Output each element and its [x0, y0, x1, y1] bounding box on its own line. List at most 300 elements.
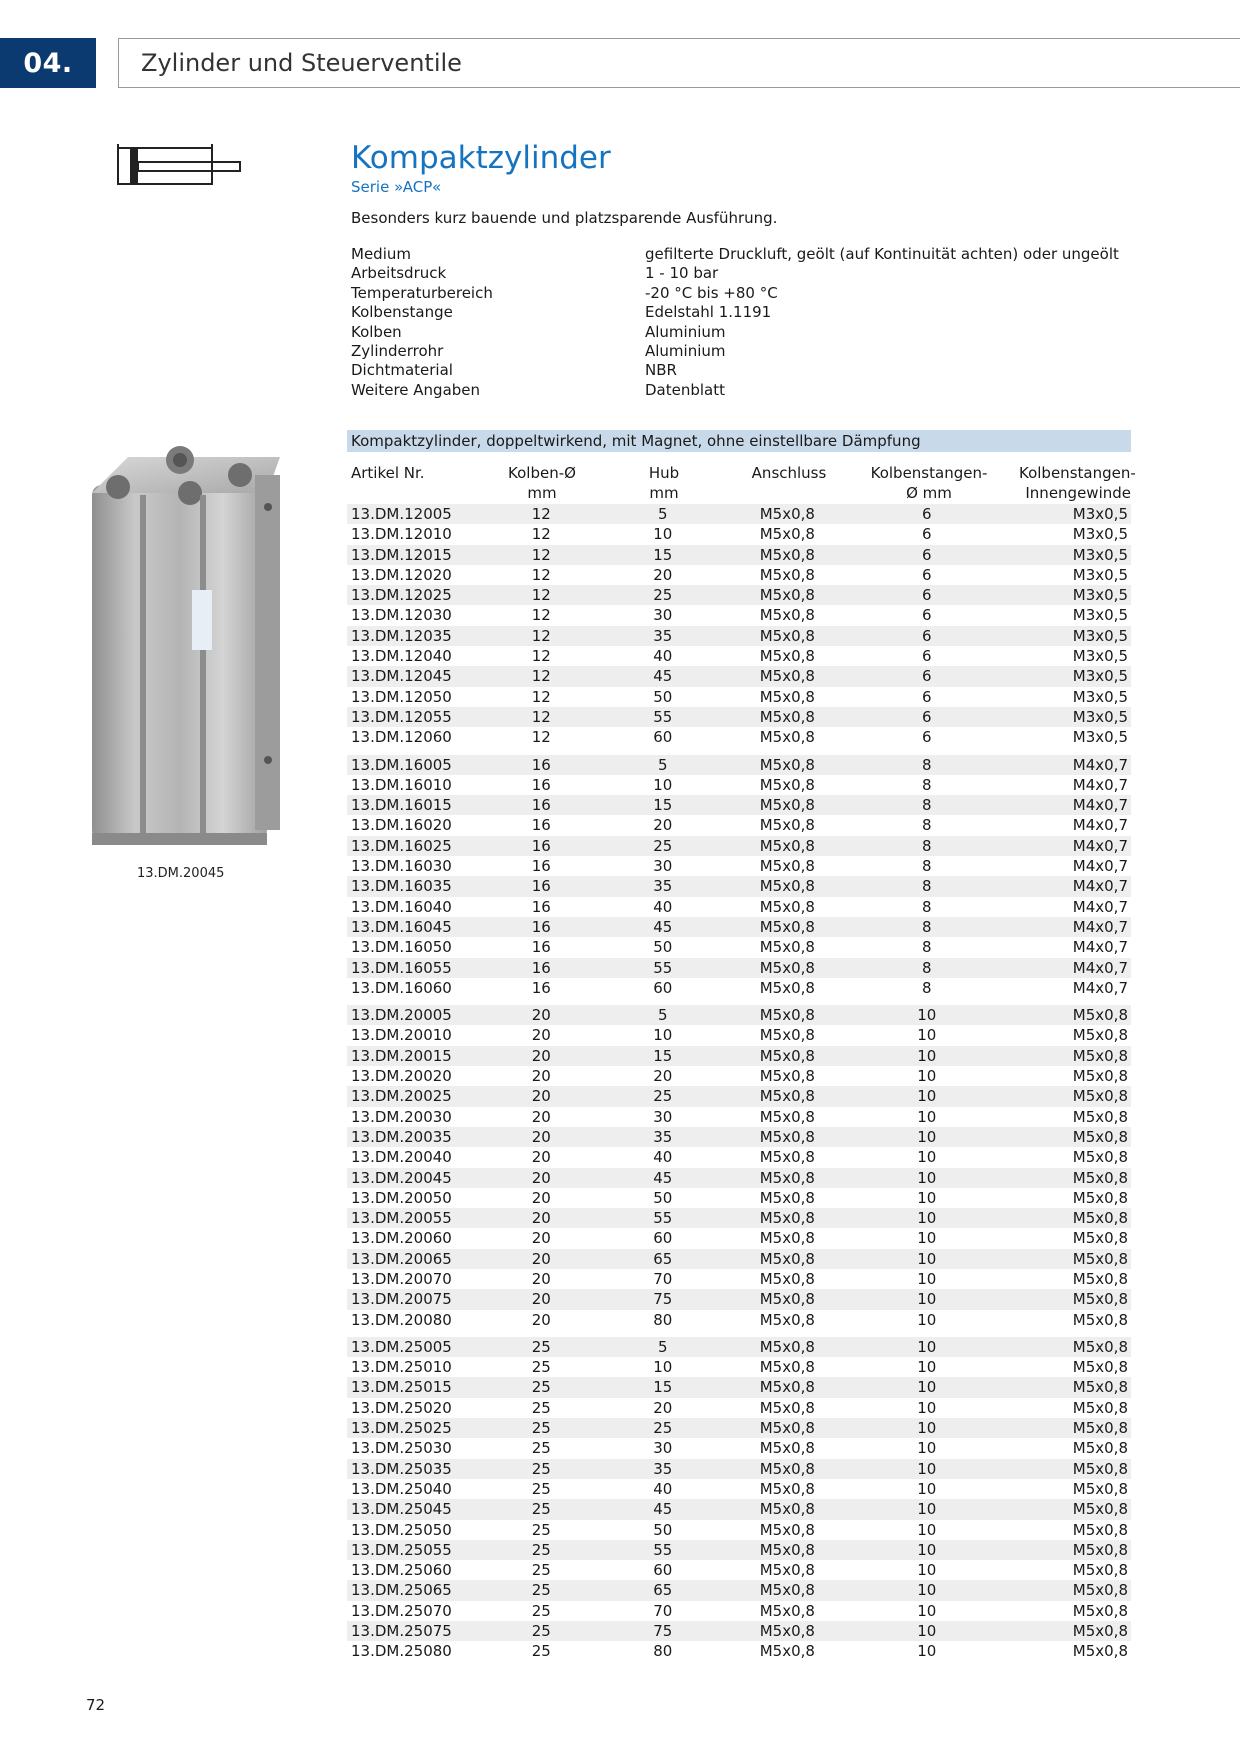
- cell-innengewinde: M5x0,8: [1072, 1249, 1128, 1268]
- cell-anschluss: M5x0,8: [759, 1310, 815, 1329]
- cell-artikel: 13.DM.25030: [351, 1439, 452, 1458]
- table-row: [347, 1418, 1131, 1438]
- spec-list: [351, 245, 1141, 400]
- table-row: [347, 897, 1131, 917]
- cell-hub: 15: [653, 545, 673, 564]
- cell-artikel: 13.DM.20050: [351, 1188, 452, 1207]
- cell-kolbenstange: 8: [922, 917, 932, 936]
- cell-artikel: 13.DM.25050: [351, 1520, 452, 1539]
- cell-kolben: 25: [531, 1601, 551, 1620]
- cell-anschluss: M5x0,8: [759, 1581, 815, 1600]
- cell-innengewinde: M4x0,7: [1072, 897, 1128, 916]
- header-innengewinde-unit: Innengewinde: [1025, 484, 1131, 502]
- cell-anschluss: M5x0,8: [759, 1622, 815, 1641]
- chapter-title: Zylinder und Steuerventile: [118, 38, 1240, 88]
- compact-cylinder-photo: [80, 445, 285, 855]
- cell-hub: 5: [658, 1006, 668, 1025]
- cell-hub: 10: [653, 1358, 673, 1377]
- table-row: [347, 958, 1131, 978]
- cell-anschluss: M5x0,8: [759, 1046, 815, 1065]
- header-kolbenstange-unit: Ø mm: [906, 484, 952, 502]
- cell-kolben: 16: [531, 958, 551, 977]
- cell-innengewinde: M5x0,8: [1072, 1290, 1128, 1309]
- cell-kolben: 20: [531, 1249, 551, 1268]
- table-row: [347, 856, 1131, 876]
- cell-anschluss: M5x0,8: [759, 1358, 815, 1377]
- cell-hub: 20: [653, 1398, 673, 1417]
- cell-innengewinde: M3x0,5: [1072, 667, 1128, 686]
- cell-artikel: 13.DM.12045: [351, 667, 452, 686]
- cell-artikel: 13.DM.16045: [351, 917, 452, 936]
- cell-anschluss: M5x0,8: [759, 1419, 815, 1438]
- cell-anschluss: M5x0,8: [759, 1127, 815, 1146]
- cell-artikel: 13.DM.12010: [351, 525, 452, 544]
- table-row: [347, 1269, 1131, 1289]
- cell-innengewinde: M5x0,8: [1072, 1006, 1128, 1025]
- cell-artikel: 13.DM.20065: [351, 1249, 452, 1268]
- cell-hub: 25: [653, 586, 673, 605]
- cell-kolbenstange: 10: [917, 1479, 937, 1498]
- table-row: [347, 1249, 1131, 1269]
- cell-kolben: 20: [531, 1046, 551, 1065]
- product-series: Serie »ACP«: [351, 178, 442, 196]
- header-artikel-unit: [351, 483, 495, 503]
- table-row: [347, 1168, 1131, 1188]
- table-row: [347, 755, 1131, 775]
- cell-artikel: 13.DM.20030: [351, 1107, 452, 1126]
- cell-kolbenstange: 10: [917, 1107, 937, 1126]
- cell-hub: 5: [658, 755, 668, 774]
- cell-innengewinde: M5x0,8: [1072, 1500, 1128, 1519]
- cell-kolbenstange: 8: [922, 796, 932, 815]
- table-row: [347, 504, 1131, 524]
- cell-artikel: 13.DM.20015: [351, 1046, 452, 1065]
- cell-hub: 35: [653, 626, 673, 645]
- cell-anschluss: M5x0,8: [759, 1337, 815, 1356]
- cell-hub: 70: [653, 1601, 673, 1620]
- cell-artikel: 13.DM.25010: [351, 1358, 452, 1377]
- table-row: [347, 1188, 1131, 1208]
- cell-artikel: 13.DM.16060: [351, 978, 452, 997]
- cell-kolben: 25: [531, 1337, 551, 1356]
- cell-kolbenstange: 6: [922, 626, 932, 645]
- cell-artikel: 13.DM.20080: [351, 1310, 452, 1329]
- cell-anschluss: M5x0,8: [759, 1500, 815, 1519]
- cell-kolbenstange: 10: [917, 1046, 937, 1065]
- header-kolben: Kolben-Ø: [508, 464, 576, 482]
- cell-hub: 30: [653, 1107, 673, 1126]
- cell-hub: 60: [653, 978, 673, 997]
- cell-hub: 55: [653, 958, 673, 977]
- table-row: [347, 775, 1131, 795]
- table-row: [347, 1438, 1131, 1458]
- cell-hub: 35: [653, 1127, 673, 1146]
- cell-kolben: 20: [531, 1127, 551, 1146]
- cell-kolben: 20: [531, 1026, 551, 1045]
- cell-kolben: 16: [531, 816, 551, 835]
- table-row: [347, 1540, 1131, 1560]
- cell-innengewinde: M4x0,7: [1072, 836, 1128, 855]
- cell-kolbenstange: 10: [917, 1337, 937, 1356]
- cell-kolbenstange: 10: [917, 1540, 937, 1559]
- cell-kolbenstange: 10: [917, 1601, 937, 1620]
- cell-kolbenstange: 10: [917, 1067, 937, 1086]
- table-row: [347, 795, 1131, 815]
- table-row: [347, 524, 1131, 544]
- cell-artikel: 13.DM.16010: [351, 775, 452, 794]
- cell-kolbenstange: 10: [917, 1358, 937, 1377]
- cell-artikel: 13.DM.12055: [351, 707, 452, 726]
- cell-kolbenstange: 10: [917, 1229, 937, 1248]
- cell-hub: 55: [653, 1540, 673, 1559]
- cell-artikel: 13.DM.25015: [351, 1378, 452, 1397]
- cell-innengewinde: M5x0,8: [1072, 1046, 1128, 1065]
- cell-artikel: 13.DM.25020: [351, 1398, 452, 1417]
- table-row: [347, 687, 1131, 707]
- cell-anschluss: M5x0,8: [759, 1249, 815, 1268]
- cell-anschluss: M5x0,8: [759, 1107, 815, 1126]
- cell-innengewinde: M5x0,8: [1072, 1439, 1128, 1458]
- table-row: [347, 707, 1131, 727]
- cell-innengewinde: M5x0,8: [1072, 1561, 1128, 1580]
- cell-innengewinde: M5x0,8: [1072, 1398, 1128, 1417]
- cell-innengewinde: M5x0,8: [1072, 1581, 1128, 1600]
- cell-anschluss: M5x0,8: [759, 1378, 815, 1397]
- cell-anschluss: M5x0,8: [759, 1209, 815, 1228]
- cell-kolben: 25: [531, 1419, 551, 1438]
- cell-hub: 45: [653, 667, 673, 686]
- cell-innengewinde: M3x0,5: [1072, 687, 1128, 706]
- cell-kolben: 20: [531, 1229, 551, 1248]
- cell-kolbenstange: 10: [917, 1622, 937, 1641]
- cell-kolbenstange: 10: [917, 1561, 937, 1580]
- cell-innengewinde: M5x0,8: [1072, 1148, 1128, 1167]
- cell-innengewinde: M5x0,8: [1072, 1127, 1128, 1146]
- cell-kolben: 12: [531, 728, 551, 747]
- table-row: [347, 1377, 1131, 1397]
- cell-kolbenstange: 6: [922, 606, 932, 625]
- cell-artikel: 13.DM.25080: [351, 1642, 452, 1661]
- cell-kolbenstange: 10: [917, 1026, 937, 1045]
- spec-row: Kolbenstange Edelstahl 1.1191: [351, 303, 772, 322]
- cell-kolben: 25: [531, 1398, 551, 1417]
- cell-innengewinde: M3x0,5: [1072, 505, 1128, 523]
- cell-anschluss: M5x0,8: [759, 545, 815, 564]
- cell-anschluss: M5x0,8: [759, 958, 815, 977]
- cell-kolbenstange: 6: [922, 667, 932, 686]
- cell-kolbenstange: 8: [922, 755, 932, 774]
- cell-kolbenstange: 8: [922, 836, 932, 855]
- table-row: [347, 1459, 1131, 1479]
- cell-artikel: 13.DM.25035: [351, 1459, 452, 1478]
- cell-kolben: 20: [531, 1107, 551, 1126]
- table-header-row: [351, 463, 1136, 483]
- cell-kolbenstange: 10: [917, 1148, 937, 1167]
- cell-innengewinde: M5x0,8: [1072, 1209, 1128, 1228]
- cell-innengewinde: M5x0,8: [1072, 1601, 1128, 1620]
- cell-innengewinde: M4x0,7: [1072, 796, 1128, 815]
- cell-innengewinde: M5x0,8: [1072, 1310, 1128, 1329]
- table-row: [347, 1337, 1131, 1357]
- cell-anschluss: M5x0,8: [759, 1561, 815, 1580]
- cell-kolben: 16: [531, 857, 551, 876]
- cell-anschluss: M5x0,8: [759, 525, 815, 544]
- cell-kolbenstange: 8: [922, 877, 932, 896]
- cell-hub: 60: [653, 1561, 673, 1580]
- cell-hub: 20: [653, 565, 673, 584]
- table-row: [347, 666, 1131, 686]
- header-artikel: Artikel Nr.: [351, 464, 425, 482]
- cell-hub: 15: [653, 796, 673, 815]
- cell-artikel: 13.DM.16050: [351, 938, 452, 957]
- cell-artikel: 13.DM.25055: [351, 1540, 452, 1559]
- cell-hub: 20: [653, 816, 673, 835]
- cell-hub: 10: [653, 525, 673, 544]
- cell-kolbenstange: 10: [917, 1398, 937, 1417]
- cell-kolben: 16: [531, 796, 551, 815]
- cell-kolbenstange: 6: [922, 647, 932, 666]
- cell-kolben: 20: [531, 1209, 551, 1228]
- cell-innengewinde: M5x0,8: [1072, 1026, 1128, 1045]
- table-row: [347, 1025, 1131, 1045]
- cell-artikel: 13.DM.16020: [351, 816, 452, 835]
- cell-kolben: 25: [531, 1439, 551, 1458]
- cell-artikel: 13.DM.20005: [351, 1006, 452, 1025]
- cell-kolbenstange: 10: [917, 1520, 937, 1539]
- cell-anschluss: M5x0,8: [759, 796, 815, 815]
- table-row: [347, 1580, 1131, 1600]
- header-kolben-unit: mm: [527, 484, 557, 502]
- cell-kolben: 25: [531, 1581, 551, 1600]
- table-banner: Kompaktzylinder, doppeltwirkend, mit Magnet, ohne einstellbare Dämpfung: [347, 430, 1131, 452]
- cell-kolbenstange: 6: [922, 545, 932, 564]
- cell-kolbenstange: 10: [917, 1419, 937, 1438]
- cell-kolbenstange: 6: [922, 687, 932, 706]
- table-group: [347, 504, 1131, 748]
- cell-artikel: 13.DM.12015: [351, 545, 452, 564]
- cell-innengewinde: M5x0,8: [1072, 1520, 1128, 1539]
- cell-kolben: 12: [531, 667, 551, 686]
- cell-kolben: 20: [531, 1310, 551, 1329]
- cell-hub: 35: [653, 1459, 673, 1478]
- product-table: [347, 504, 1131, 1669]
- cell-anschluss: M5x0,8: [759, 1087, 815, 1106]
- cell-anschluss: M5x0,8: [759, 836, 815, 855]
- cell-kolbenstange: 10: [917, 1439, 937, 1458]
- cell-kolben: 20: [531, 1006, 551, 1025]
- cell-kolben: 25: [531, 1540, 551, 1559]
- cell-hub: 20: [653, 1067, 673, 1086]
- cell-hub: 60: [653, 1229, 673, 1248]
- table-row: [347, 937, 1131, 957]
- cell-anschluss: M5x0,8: [759, 816, 815, 835]
- cell-artikel: 13.DM.25045: [351, 1500, 452, 1519]
- cell-kolbenstange: 6: [922, 505, 932, 523]
- cell-anschluss: M5x0,8: [759, 1148, 815, 1167]
- table-row: [347, 565, 1131, 585]
- cell-kolbenstange: 10: [917, 1310, 937, 1329]
- cell-kolben: 20: [531, 1168, 551, 1187]
- table-row: [347, 1560, 1131, 1580]
- cell-innengewinde: M5x0,8: [1072, 1540, 1128, 1559]
- cell-artikel: 13.DM.12005: [351, 505, 452, 523]
- cell-anschluss: M5x0,8: [759, 1642, 815, 1661]
- cell-anschluss: M5x0,8: [759, 1540, 815, 1559]
- cell-innengewinde: M3x0,5: [1072, 565, 1128, 584]
- cell-artikel: 13.DM.25065: [351, 1581, 452, 1600]
- cell-kolben: 12: [531, 525, 551, 544]
- cell-kolben: 25: [531, 1358, 551, 1377]
- cell-kolbenstange: 10: [917, 1249, 937, 1268]
- cell-kolben: 16: [531, 877, 551, 896]
- table-group: [347, 1337, 1131, 1662]
- cell-innengewinde: M5x0,8: [1072, 1067, 1128, 1086]
- table-row: [347, 1601, 1131, 1621]
- cell-anschluss: M5x0,8: [759, 897, 815, 916]
- cell-hub: 35: [653, 877, 673, 896]
- spec-row: Temperaturbereich -20 °C bis +80 °C: [351, 283, 778, 302]
- product-description: Besonders kurz bauende und platzsparende Ausführung.: [351, 209, 778, 227]
- cell-kolbenstange: 10: [917, 1290, 937, 1309]
- cell-artikel: 13.DM.12030: [351, 606, 452, 625]
- cell-kolben: 25: [531, 1561, 551, 1580]
- cell-hub: 30: [653, 606, 673, 625]
- table-row: [347, 1107, 1131, 1127]
- cell-innengewinde: M5x0,8: [1072, 1622, 1128, 1641]
- table-row: [347, 1289, 1131, 1309]
- header-kolbenstange: Kolbenstangen-: [870, 464, 988, 482]
- cell-kolbenstange: 8: [922, 897, 932, 916]
- cell-anschluss: M5x0,8: [759, 647, 815, 666]
- cell-anschluss: M5x0,8: [759, 1168, 815, 1187]
- cell-innengewinde: M5x0,8: [1072, 1337, 1128, 1356]
- cell-hub: 45: [653, 1500, 673, 1519]
- cell-innengewinde: M5x0,8: [1072, 1419, 1128, 1438]
- cell-kolbenstange: 6: [922, 565, 932, 584]
- cell-hub: 70: [653, 1269, 673, 1288]
- table-row: [347, 605, 1131, 625]
- table-row: [347, 1066, 1131, 1086]
- table-row: [347, 1641, 1131, 1661]
- cell-hub: 60: [653, 728, 673, 747]
- cell-anschluss: M5x0,8: [759, 1520, 815, 1539]
- spec-row: Arbeitsdruck 1 - 10 bar: [351, 264, 719, 283]
- cell-anschluss: M5x0,8: [759, 505, 815, 523]
- cell-innengewinde: M5x0,8: [1072, 1229, 1128, 1248]
- cell-kolben: 20: [531, 1067, 551, 1086]
- cell-artikel: 13.DM.12050: [351, 687, 452, 706]
- cell-artikel: 13.DM.25075: [351, 1622, 452, 1641]
- cell-kolbenstange: 8: [922, 938, 932, 957]
- cell-hub: 50: [653, 1188, 673, 1207]
- cell-innengewinde: M4x0,7: [1072, 775, 1128, 794]
- cell-artikel: 13.DM.20055: [351, 1209, 452, 1228]
- cell-kolben: 25: [531, 1622, 551, 1641]
- cell-anschluss: M5x0,8: [759, 667, 815, 686]
- cell-anschluss: M5x0,8: [759, 1006, 815, 1025]
- cell-anschluss: M5x0,8: [759, 938, 815, 957]
- cell-artikel: 13.DM.12040: [351, 647, 452, 666]
- cell-innengewinde: M4x0,7: [1072, 958, 1128, 977]
- table-row: [347, 1147, 1131, 1167]
- cell-hub: 5: [658, 1337, 668, 1356]
- table-group: [347, 755, 1131, 999]
- header-anschluss-unit: [739, 483, 839, 503]
- cell-hub: 30: [653, 857, 673, 876]
- table-row: [347, 876, 1131, 896]
- cell-kolben: 16: [531, 897, 551, 916]
- table-header-row: [351, 483, 1131, 503]
- cell-kolben: 12: [531, 606, 551, 625]
- cell-kolben: 25: [531, 1378, 551, 1397]
- cell-anschluss: M5x0,8: [759, 565, 815, 584]
- cell-anschluss: M5x0,8: [759, 1439, 815, 1458]
- cell-hub: 15: [653, 1378, 673, 1397]
- cell-anschluss: M5x0,8: [759, 1229, 815, 1248]
- cell-artikel: 13.DM.20020: [351, 1067, 452, 1086]
- cell-hub: 50: [653, 687, 673, 706]
- cell-kolben: 12: [531, 586, 551, 605]
- table-row: [347, 585, 1131, 605]
- cell-artikel: 13.DM.12025: [351, 586, 452, 605]
- cell-innengewinde: M4x0,7: [1072, 978, 1128, 997]
- cell-hub: 55: [653, 707, 673, 726]
- cell-anschluss: M5x0,8: [759, 707, 815, 726]
- cell-kolben: 25: [531, 1520, 551, 1539]
- cell-kolbenstange: 8: [922, 958, 932, 977]
- cell-kolbenstange: 10: [917, 1269, 937, 1288]
- cell-innengewinde: M5x0,8: [1072, 1188, 1128, 1207]
- cell-artikel: 13.DM.16040: [351, 897, 452, 916]
- cell-kolbenstange: 10: [917, 1459, 937, 1478]
- cell-innengewinde: M4x0,7: [1072, 877, 1128, 896]
- cell-innengewinde: M5x0,8: [1072, 1479, 1128, 1498]
- cell-artikel: 13.DM.20070: [351, 1269, 452, 1288]
- cell-kolben: 12: [531, 687, 551, 706]
- cell-innengewinde: M3x0,5: [1072, 606, 1128, 625]
- cell-artikel: 13.DM.16055: [351, 958, 452, 977]
- cell-hub: 25: [653, 836, 673, 855]
- cell-innengewinde: M3x0,5: [1072, 525, 1128, 544]
- cell-anschluss: M5x0,8: [759, 1290, 815, 1309]
- cell-anschluss: M5x0,8: [759, 626, 815, 645]
- header-innengewinde: Kolbenstangen-: [1019, 464, 1136, 482]
- cell-kolben: 16: [531, 938, 551, 957]
- chapter-number-badge: 04.: [0, 38, 96, 88]
- cell-kolbenstange: 10: [917, 1168, 937, 1187]
- cell-innengewinde: M5x0,8: [1072, 1358, 1128, 1377]
- cell-hub: 55: [653, 1209, 673, 1228]
- cell-innengewinde: M4x0,7: [1072, 857, 1128, 876]
- cell-artikel: 13.DM.25025: [351, 1419, 452, 1438]
- cell-kolben: 25: [531, 1642, 551, 1661]
- spec-row: Weitere Angaben Datenblatt: [351, 380, 726, 399]
- cell-artikel: 13.DM.20045: [351, 1168, 452, 1187]
- cell-innengewinde: M3x0,5: [1072, 626, 1128, 645]
- cell-anschluss: M5x0,8: [759, 1067, 815, 1086]
- table-row: [347, 1208, 1131, 1228]
- cell-anschluss: M5x0,8: [759, 728, 815, 747]
- cell-innengewinde: M4x0,7: [1072, 938, 1128, 957]
- cell-hub: 80: [653, 1642, 673, 1661]
- cell-anschluss: M5x0,8: [759, 775, 815, 794]
- cell-anschluss: M5x0,8: [759, 606, 815, 625]
- cell-kolbenstange: 6: [922, 728, 932, 747]
- cell-kolbenstange: 8: [922, 775, 932, 794]
- cell-artikel: 13.DM.25005: [351, 1337, 452, 1356]
- cell-artikel: 13.DM.16015: [351, 796, 452, 815]
- cell-innengewinde: M5x0,8: [1072, 1269, 1128, 1288]
